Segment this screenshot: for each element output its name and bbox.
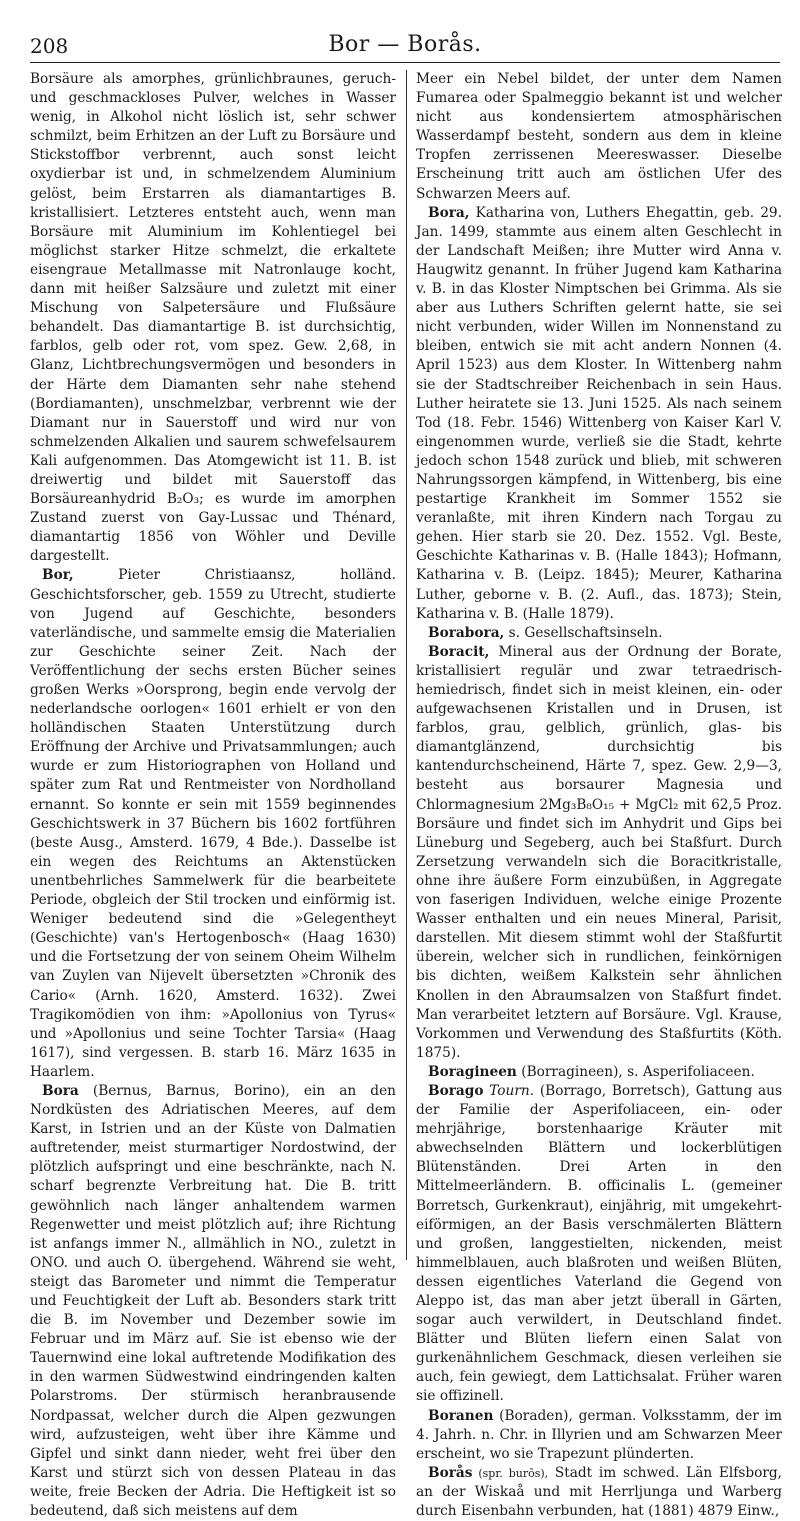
headword: Bor, — [42, 567, 74, 584]
left-column — [30, 70, 396, 1520]
headword: Borabora, — [428, 624, 505, 641]
right-column — [416, 70, 783, 1520]
headword: Boracit, — [428, 643, 490, 660]
entry-continuation: Borsäure als amorphes, grünlichbraunes, geruch- und geschmackloses Pulver, welches in Wasser wenig, in Alkohol nicht löslich ist, sehr schwer schmilzt, beim Erhitzen an der Luft zu Borsäure und Stickstoffbor verbrennt, auch sonst leicht oxydierbar ist und, in schmelzendem Aluminium gelöst, beim Erstarren als diamantartiges B. kristallisiert. Letzteres entsteht auch, wenn man Borsäure mit Aluminium im Kohlentiegel bei möglichst starker Hitze schmelzt, die erkaltete eisengraue Metallmasse mit Natronlauge kocht, dann mit heißer Salzsäure und zuletzt mit einer Mischung von Salpetersäure und Flußsäure behandelt. Das diamantartige B. ist durchsichtig, farblos, gelb oder rot, vom spez. Gew. 2,68, in Glanz, Lichtbrechungsvermögen und besonders in der Härte dem Diamanten sehr nahe stehend (Bordiamanten), unschmelzbar, verbrennt wie der Diamant nur in Sauerstoff und wird nur von schmelzenden Alkalien und saurem schwefelsaurem Kali aufgenommen. Das Atomgewicht ist 11. B. ist dreiwertig und bildet mit Sauerstoff das Borsäureanhydrid B₂O₃; es wurde im amorphen Zustand zuerst von Gay-Lussac und Thénard, diamantartig 1856 von Wöhler und Deville dargestellt. — [30, 71, 396, 565]
entry-bora-katharina: Bora, Katharina von, Luthers Ehegattin, geb. 29. Jan. 1499, stammte aus einem alten Geschlecht in der Landschaft Meißen; ihre Mutter wird Anna v. Haugwitz genannt. In früher Jugend kam Katharina v. B. in das Kloster Nimptschen bei Grimma. Als sie aber aus Luthers Schriften gelernt hatte, sie sei nicht verbunden, wider Willen im Nonnenstand zu bleiben, entwich sie mit acht andern Nonnen (4. April 1523) aus dem Kloster. In Wittenberg nahm sie der Stadtschreiber Reichenbach in sein Haus. Luther heiratete sie 13. Juni 1525. Als nach seinem Tod (18. Febr. 1546) Wittenberg von Kaiser Karl V. eingenommen wurde, verließ sie die Stadt, kehrte jedoch schon 1548 zurück und blieb, mit schweren Nahrungssorgen kämpfend, in Wittenberg, bis eine pestartige Krankheit im Sommer 1552 sie veranlaßte, mit ihren Kindern nach Torgau zu gehen. Hier starb sie 20. Dez. 1552. Vgl. Beste, Geschichte Katharinas v. B. (Halle 1843); Hofmann, Katharina v. B. (Leipz. 1845); Meurer, Katharina Luther, geborne v. B. (2. Aufl., das. 1873); Stein, Katharina v. B. (Halle 1879). — [416, 204, 782, 622]
entry-boranen: Boranen (Boraden), german. Volksstamm, der im 4. Jahrh. n. Chr. in Illyrien und am Schwarzen Meer erscheint, wo sie Trapezunt plünderten. — [416, 1407, 782, 1462]
entry-bora-wind: Bora (Bernus, Barnus, Borino), ein an den Nordküsten des Adriatischen Meeres, auf dem Karst, in Istrien und an der Küste von Dalmatien auftretender, meist sturmartiger Nordostwind, der plötzlich aufspringt und eine beschränkte, nach N. scharf begrenzte Verbreitung hat. Die B. tritt gewöhnlich nach länger anhaltendem warmen Regenwetter und meist plötzlich auf; ihre Richtung ist anfangs immer N., allmählich in NO., zuletzt in ONO. und auch O. übergehend. Während sie weht, steigt das Barometer und nimmt die Temperatur und Feuchtigkeit der Luft ab. Besonders stark tritt die B. im November und Dezember sowie im Februar und im März auf. Sie ist ebenso wie der Tauernwind eine lokal auftretende Modifikation des in den warmen Südwestwind eindringenden kalten Polarstroms. Der stürmisch heranbrausende Nordpassat, welcher durch die Alpen gezwungen wird, aufzusteigen, weht über ihre Kämme und Gipfel und sinkt dann nieder, weht frei über den Karst und stürzt sich von dessen Plateau in das weite, freie Becken der Adria. Die Heftigkeit ist so bedeutend, daß sich meistens auf dem — [30, 1082, 396, 1520]
headword: Borås — [428, 1464, 473, 1481]
entry-boracit: Boracit, Mineral aus der Ordnung der Borate, kristallisiert regulär und zwar tetraedrisch-hemiedrisch, findet sich in meist kleinen, ein- oder aufgewachsenen Kristallen und in Drusen, ist farblos, grau, gelblich, grünlich, glas- bis diamantglänzend, durchsichtig bis kantendurchscheinend, Härte 7, spez. Gew. 2,9—3, besteht aus borsaurer Magnesia und Chlormagnesium 2Mg₃B₈O₁₅ + MgCl₂ mit 62,5 Proz. Borsäure und findet sich im Anhydrit und Gips bei Lüneburg und Segeberg, auch bei Staßfurt. Durch Zersetzung verwandeln sich die Boracitkristalle, ohne ihre äußere Form einzubüßen, in Aggregate von faserigen Individuen, welche einige Prozente Wasser enthalten und ein neues Mineral, Parisit, darstellen. Mit diesem stimmt wohl der Staßfurtit überein, welcher sich in rundlichen, feinkörnigen bis dichten, weißem Kalkstein sehr ähnlichen Knollen in den Abraumsalzen von Staßfurt findet. Man verarbeitet letztern auf Borsäure. Vgl. Krause, Vorkommen und Verwendung des Staßfurtits (Köth. 1875). — [416, 643, 782, 1061]
running-title: Bor — Borås. — [328, 32, 482, 57]
author-abbrev: Tourn. — [483, 1082, 535, 1099]
entry-boras: Borås (spr. burōs), Stadt im schwed. Län Elfsborg, an der Wiskaå und mit Herrljunga und Warberg durch Eisenbahn verbunden, hat (1881) 4879 Einw., — [416, 1464, 782, 1520]
pronunciation: (spr. burōs), — [472, 1466, 549, 1480]
entry-borago: Borago Tourn. (Borrago, Borretsch), Gattung aus der Familie der Asperifoliaceen, ein- oder mehrjährige, borstenhaarige Kräuter mit abwechselnden Blättern und lockerblütigen Blütenständen. Drei Arten in den Mittelmeerländern. B. officinalis L. (gemeiner Borretsch, Gurkenkraut), einjährig, mit umgekehrt-eiförmigen, an der Basis verschmälerten Blättern und großen, langgestielten, nickenden, meist himmelblauen, auch blaßroten und weißen Blüten, dessen eigentliches Vaterland die Gegend von Aleppo ist, das man aber jetzt überall in Gärten, sogar auch verwildert, in Deutschland findet. Blätter und Blüten liefern einen Salat von gurkenähnlichem Geschmack, diesen verleihen sie auch, fein gewiegt, dem Lattichsalat. Früher waren sie offizinell. — [416, 1082, 783, 1405]
entry-borabora: Borabora, s. Gesellschaftsinseln. — [428, 624, 663, 641]
entry-bor-pieter: Bor, Pieter Christiaansz, holländ. Geschichtsforscher, geb. 1559 zu Utrecht, studierte von Jugend auf Geschichte, besonders vaterländische, und sammelte emsig die Materialien zur Geschichte seiner Zeit. Nach der Veröffentlichung der sechs ersten Bücher seines großen Werks »Oorsprong, begin ende vervolg der nederlandsche oorlogen« 1601 erhielt er von den holländischen Staaten Unterstützung durch Eröffnung der Archive und Privatsammlungen; auch wurde er zum Historiographen von Holland und später zum Rat und Rentmeister von Nordholland ernannt. So konnte er sein mit 1559 beginnendes Geschichtswerk in 37 Büchern bis 1602 fortführen (beste Ausg., Amsterd. 1679, 4 Bde.). Dasselbe ist ein wegen des Reichtums an Aktenstücken unentbehrliches Sammelwerk für die bearbeitete Periode, obgleich der Stil trocken und einförmig ist. Weniger bedeutend sind die »Gelegentheyt (Geschichte) van's Hertogenbosch« (Haag 1630) und die Fortsetzung der von seinem Oheim Wilhelm van Zuylen van Nijevelt übersetzten »Chronik des Cario« (Arnh. 1620, Amsterd. 1632). Zwei Tragikomödien von ihm: »Apollonius von Tyrus« und »Apollonius und seine Tochter Tarsia« (Haag 1617), sind vergessen. B. starb 16. März 1635 in Haarlem. — [30, 567, 396, 1080]
page-header — [30, 28, 780, 63]
entry-boragineen: Boragineen (Borragineen), s. Asperifoliaceen. — [428, 1063, 755, 1080]
text-columns — [30, 70, 783, 1520]
column-divider — [406, 70, 407, 1260]
headword: Borago — [428, 1082, 484, 1099]
entry-continuation: Meer ein Nebel bildet, der unter dem Namen Fumarea oder Spalmeggio bekannt ist und welcher nicht aus kondensiertem atmosphärischen Wasserdampf besteht, sondern aus dem in kleine Tropfen zerrissenen Meereswasser. Dieselbe Erscheinung tritt auch am östlichen Ufer des Schwarzen Meers auf. — [416, 71, 782, 202]
page-number: 208 — [30, 34, 69, 58]
headword: Bora — [42, 1082, 79, 1099]
headword: Boranen — [428, 1407, 494, 1424]
headword: Boragineen — [428, 1063, 517, 1080]
headword: Bora, — [428, 204, 470, 221]
